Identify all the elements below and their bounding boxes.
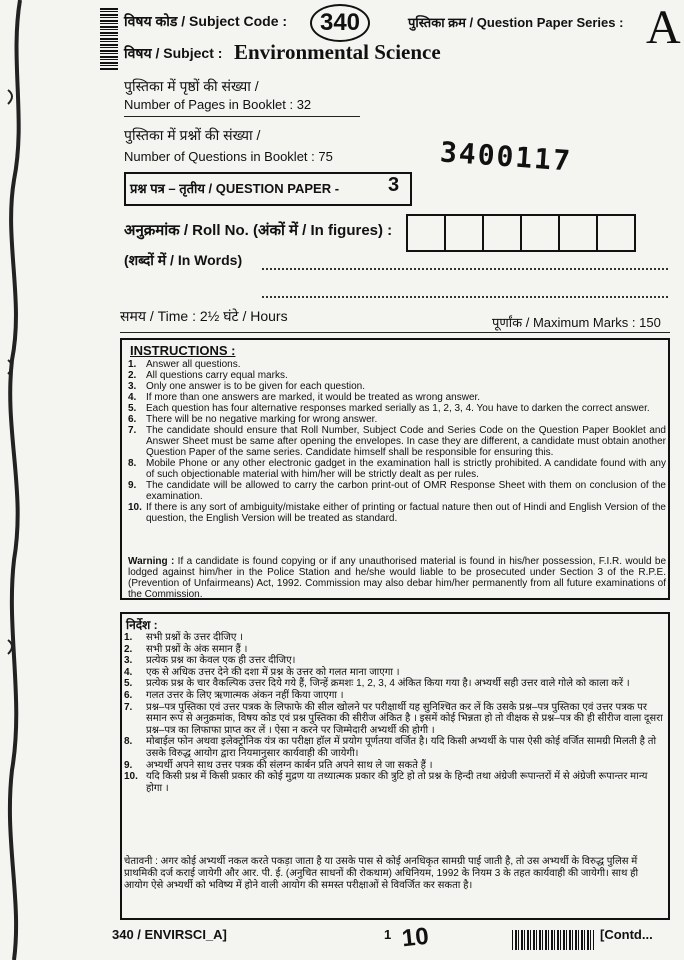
roll-digit-box[interactable]: [406, 214, 446, 252]
roll-digit-box[interactable]: [482, 214, 522, 252]
list-item: 6. गलत उत्तर के लिए ऋणात्मक अंकन नहीं किया जाएगा ।: [124, 689, 344, 701]
subject-code-label: विषय कोड / Subject Code :: [124, 13, 288, 29]
divider: [124, 116, 360, 117]
list-item: 10. If there is any sort of ambiguity/mistake either of printing or factual nature then out of Hindi and English Version of the question, the English Version will be treated as standard.: [128, 502, 666, 524]
list-item: 10. यदि किसी प्रश्न में किसी प्रकार की कोई मुद्रण या तथ्यात्मक प्रकार की त्रुटि हो तो प्रश्न के हिन्दी तथा अंग्रेजी रूपान्तरों में से अंग्रेजी रूपान्तर मान्य होगा ।: [124, 771, 648, 794]
instructions-list: [128, 359, 666, 524]
footer-handwritten-mark: 10: [400, 922, 430, 953]
list-item: 8. मोबाईल फोन अथवा इलेक्ट्रोनिक यंत्र का परीक्षा हॉल में प्रयोग पूर्णतया वर्जित है। यदि किसी अभ्यर्थी के पास ऐसी कोई वर्जित सामग्री मिलती है तो उसके विरुद्ध आयोग द्वारा नियमानुसार कार्यवाही की जायेगी।: [124, 736, 657, 759]
footer-code: 340 / ENVIRSCI_A]: [112, 927, 227, 942]
pages-label-english: Number of Pages in Booklet : 32: [124, 97, 312, 112]
list-item: 2. All questions carry equal marks.: [128, 370, 288, 381]
warning-paragraph: Warning : If a candidate is found copying or if any unauthorised material is found in his/her possession, F.I.R. would be lodged against him/her in the Police Station and he/she would liable to be prosecuted under Section 3 of the R.P.E. (Prevention of Unfairmeans) Act, 1992. Commission may also debar him/her permanently from all future examinations of the Commission.: [128, 556, 667, 600]
roll-words-line[interactable]: [262, 296, 668, 298]
roll-words-label: (शब्दों में / In Words): [124, 252, 243, 268]
roll-digit-box[interactable]: [520, 214, 560, 252]
roll-digit-box[interactable]: [444, 214, 484, 252]
pages-label-hindi: पुस्तिका में पृष्ठों की संख्या /: [124, 78, 259, 94]
series-label: पुस्तिका क्रम / Question Paper Series :: [408, 15, 624, 30]
scanned-binding-edge: [0, 0, 34, 960]
max-marks-label: पूर्णांक / Maximum Marks : 150: [492, 315, 661, 330]
list-item: 8. Mobile Phone or any other electronic gadget in the examination hall is strictly prohibited. A candidate found with any of such objectionable material with him/her will be strictly dealt as per rules.: [128, 458, 666, 480]
list-item: 3. Only one answer is to be given for each question.: [128, 381, 366, 392]
roll-no-boxes[interactable]: [408, 214, 636, 252]
list-item: 9. The candidate will be allowed to carry the carbon print-out of OMR Response Sheet with them on conclusion of the examination.: [128, 480, 666, 502]
list-item: 1. सभी प्रश्नों के उत्तर दीजिए ।: [124, 632, 244, 643]
list-item: 7. प्रश्न–पत्र पुस्तिका एवं उत्तर पत्रक के लिफाफे की सील खोलने पर परीक्षार्थी यह सुनिश्चित कर लें कि उसके प्रश्न–पत्र पुस्तिका एवं उत्तर पत्रक पर समान रूप से अनुक्रमांक, विषय कोड एवं प्रश्न पुस्तिका की सीरीज अंकित है । इसमें कोई भिन्नता हो तो वीक्षक से प्रश्न–पत्र की ही सीरीज वाला दूसरा प्रश्न–पत्र का लिफाफा प्राप्त कर लें । ऐसा न करने पर जिम्मेदारी अभ्यर्थी की होगी ।: [124, 701, 663, 736]
list-item: 7. The candidate should ensure that Roll Number, Subject Code and Series Code on the Question Paper Booklet and Answer Sheet must be same after opening the envelopes. In case they are different, a candidate must obtain another Question Paper of the same series. Candidate himself shall be responsible for ensuring this.: [128, 425, 666, 458]
list-item: 9. अभ्यर्थी अपने साथ उत्तर पत्रक की संलग्न कार्बन प्रति अपने साथ ले जा सकते हैं ।: [124, 759, 433, 771]
question-paper-label: प्रश्न पत्र – तृतीय / QUESTION PAPER -: [130, 181, 340, 196]
time-label: समय / Time : 2½ घंटे / Hours: [120, 308, 288, 324]
questions-label-english: Number of Questions in Booklet : 75: [124, 149, 333, 164]
hindi-warning-paragraph: चेतावनी : अगर कोई अभ्यर्थी नकल करते पकड़ा जाता है या उसके पास से कोई अनधिकृत सामग्री पाई जाती है, तो उस अभ्यर्थी के विरुद्ध पुलिस में प्राथमिकी दर्ज कराई जायेगी और आर. पी. ई. (अनुचित साधनों की रोकथाम) अधिनियम, 1992 के नियम 3 के तहत कार्यवाही की जायेगी। साथ ही आयोग ऐसे अभ्यर्थी को भविष्य में होने वाली आयोग की समस्त परीक्षाओं से विवर्जित कर सकता है।: [124, 856, 639, 891]
instructions-heading: INSTRUCTIONS :: [130, 343, 236, 358]
question-paper-number: 3: [388, 174, 400, 196]
questions-label-hindi: पुस्तिका में प्रश्नों की संख्या /: [124, 127, 261, 143]
series-value: A: [646, 1, 681, 54]
list-item: 4. If more than one answers are marked, it would be treated as wrong answer.: [128, 392, 481, 403]
subject-label: विषय / Subject :: [124, 45, 223, 61]
list-item: 5. प्रत्येक प्रश्न के चार वैकल्पिक उत्तर दिये गये हैं, जिन्हें क्रमशः 1, 2, 3, 4 अंकित किया गया है। अभ्यर्थी सही उत्तर वाले गोले को काला करें ।: [124, 678, 630, 690]
roll-no-label: अनुक्रमांक / Roll No. (अंकों में / In figures) :: [124, 222, 393, 239]
barcode-bottom: [512, 930, 594, 950]
barcode-top: [100, 8, 118, 70]
divider: [120, 332, 670, 333]
list-item: 5. Each question has four alternative responses marked serially as 1, 2, 3, 4. You have to darken the correct answer.: [128, 403, 650, 414]
subject-value: Environmental Science: [234, 40, 441, 64]
roll-digit-box[interactable]: [596, 214, 636, 252]
handwritten-serial: 3400117: [439, 135, 574, 178]
list-item: 3. प्रत्येक प्रश्न का केवल एक ही उत्तर दीजिए।: [124, 655, 296, 667]
list-item: 4. एक से अधिक उत्तर देने की दशा में प्रश्न के उत्तर को गलत माना जाएगा ।: [124, 666, 400, 678]
page-number: 1: [384, 927, 392, 942]
list-item: 6. There will be no negative marking for wrong answer.: [128, 414, 378, 425]
subject-code-value: 340: [310, 4, 370, 42]
roll-digit-box[interactable]: [558, 214, 598, 252]
continued-label: [Contd...: [600, 927, 653, 942]
hindi-instructions-heading: निर्देश :: [126, 618, 158, 632]
list-item: 2. सभी प्रश्नों के अंक समान हैं ।: [124, 643, 248, 655]
hindi-instructions-list: [124, 632, 664, 794]
list-item: 1. Answer all questions.: [128, 359, 241, 370]
roll-words-line[interactable]: [262, 268, 668, 270]
